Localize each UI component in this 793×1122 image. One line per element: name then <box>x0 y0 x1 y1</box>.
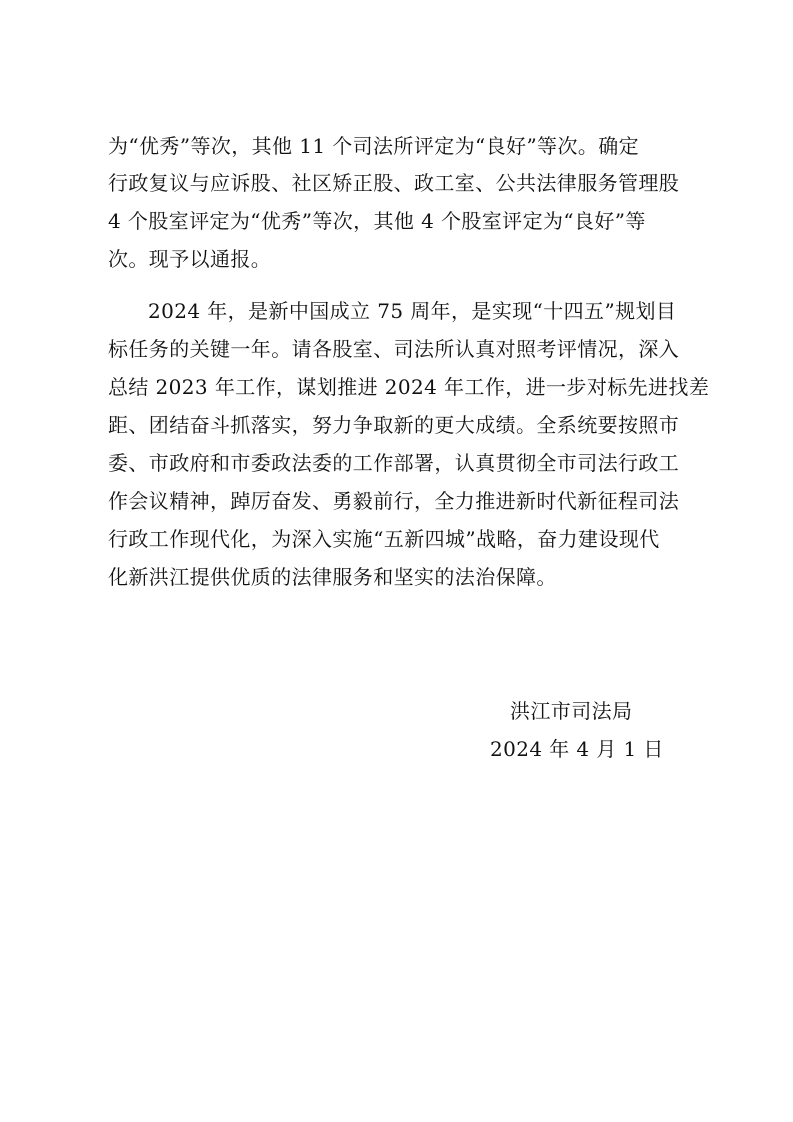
paragraph1-line-4: 次。现予以通报。 <box>108 247 272 271</box>
paragraph2-line-3: 总结 2023 年工作，谋划推进 2024 年工作，进一步对标先进找差 <box>108 375 710 399</box>
paragraph1-line-2: 行政复议与应诉股、社区矫正股、政工室、公共法律服务管理股 <box>108 171 680 195</box>
paragraph2-line-8: 化新洪江提供优质的法律服务和坚实的法治保障。 <box>108 565 557 589</box>
paragraph2-line-6: 作会议精神，踔厉奋发、勇毅前行，全力推进新时代新征程司法 <box>108 489 680 513</box>
signature-organization: 洪江市司法局 <box>510 699 633 723</box>
paragraph1-line-3: 4 个股室评定为“优秀”等次，其他 4 个股室评定为“良好”等 <box>108 209 646 233</box>
paragraph2-line-1: 2024 年，是新中国成立 75 周年，是实现“十四五”规划目 <box>148 299 677 323</box>
paragraph2-line-4: 距、团结奋斗抓落实，努力争取新的更大成绩。全系统要按照市 <box>108 413 680 437</box>
paragraph2-line-7: 行政工作现代化，为深入实施“五新四城”战略，奋力建设现代 <box>108 527 660 551</box>
signature-date: 2024 年 4 月 1 日 <box>490 737 664 761</box>
paragraph2-line-2: 标任务的关键一年。请各股室、司法所认真对照考评情况，深入 <box>108 337 680 361</box>
paragraph2-line-5: 委、市政府和市委政法委的工作部署，认真贯彻全市司法行政工 <box>108 451 680 475</box>
paragraph1-line-1: 为“优秀”等次，其他 11 个司法所评定为“良好”等次。确定 <box>108 134 640 158</box>
